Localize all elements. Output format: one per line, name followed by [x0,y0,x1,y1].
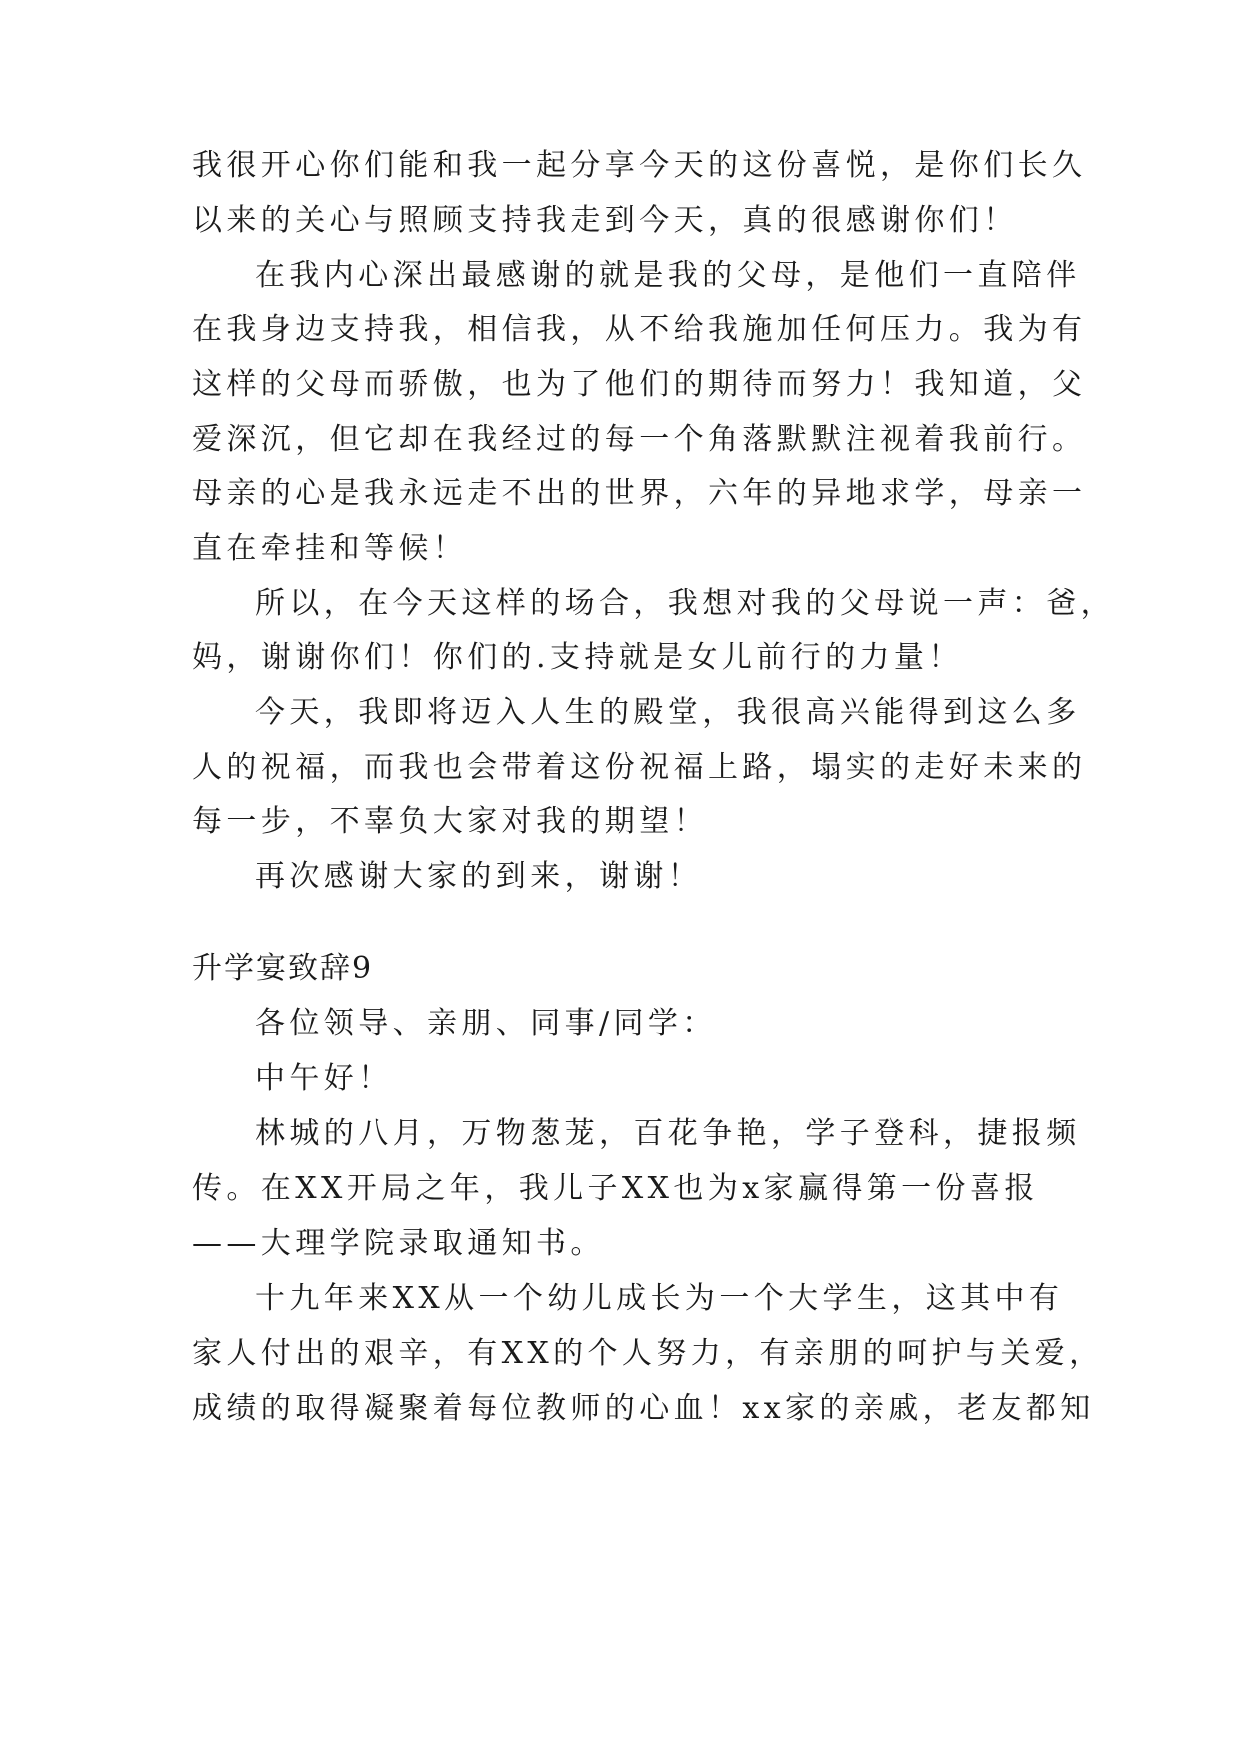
body-line: 人的祝福，而我也会带着这份祝福上路，塌实的走好未来的 [192,750,1087,785]
paragraph-start-line: 今天，我即将迈入人生的殿堂，我很高兴能得到这么多 [255,695,1081,730]
body-line: 爱深沉，但它却在我经过的每一个角落默默注视着我前行。 [192,422,1087,457]
body-line: 成绩的取得凝聚着每位教师的心血！xx家的亲戚，老友都知 [192,1391,1095,1426]
body-line: 以来的关心与照顾支持我走到今天，真的很感谢你们！ [192,203,1018,238]
section-title: 升学宴致辞9 [192,951,374,986]
paragraph-start-line: 十九年来XX从一个幼儿成长为一个大学生，这其中有 [255,1281,1064,1316]
body-line: ——大理学院录取通知书。 [192,1226,605,1261]
paragraph-start-line: 在我内心深出最感谢的就是我的父母，是他们一直陪伴 [255,258,1081,293]
body-line: 在我身边支持我，相信我，从不给我施加任何压力。我为有 [192,312,1087,347]
body-line: 每一步，不辜负大家对我的期望！ [192,804,708,839]
body-line: 直在牵挂和等候！ [192,531,468,566]
paragraph-start-line: 再次感谢大家的到来，谢谢！ [255,859,703,894]
body-line: 我很开心你们能和我一起分享今天的这份喜悦，是你们长久 [192,148,1087,183]
body-line: 传。在XX开局之年，我儿子XX也为x家赢得第一份喜报 [192,1171,1039,1206]
body-line: 这样的父母而骄傲，也为了他们的期待而努力！我知道，父 [192,367,1087,402]
salutation-line: 各位领导、亲朋、同事/同学： [255,1006,717,1041]
paragraph-start-line: 所以，在今天这样的场合，我想对我的父母说一声：爸， [255,586,1115,621]
paragraph-start-line: 林城的八月，万物葱茏，百花争艳，学子登科，捷报频 [255,1116,1081,1151]
body-line: 妈，谢谢你们！你们的.支持就是女儿前行的力量！ [192,640,963,675]
body-line: 母亲的心是我永远走不出的世界，六年的异地求学，母亲一 [192,476,1087,511]
greeting-line: 中午好！ [255,1061,393,1096]
body-line: 家人付出的艰辛，有XX的个人努力，有亲朋的呵护与关爱， [192,1336,1104,1371]
